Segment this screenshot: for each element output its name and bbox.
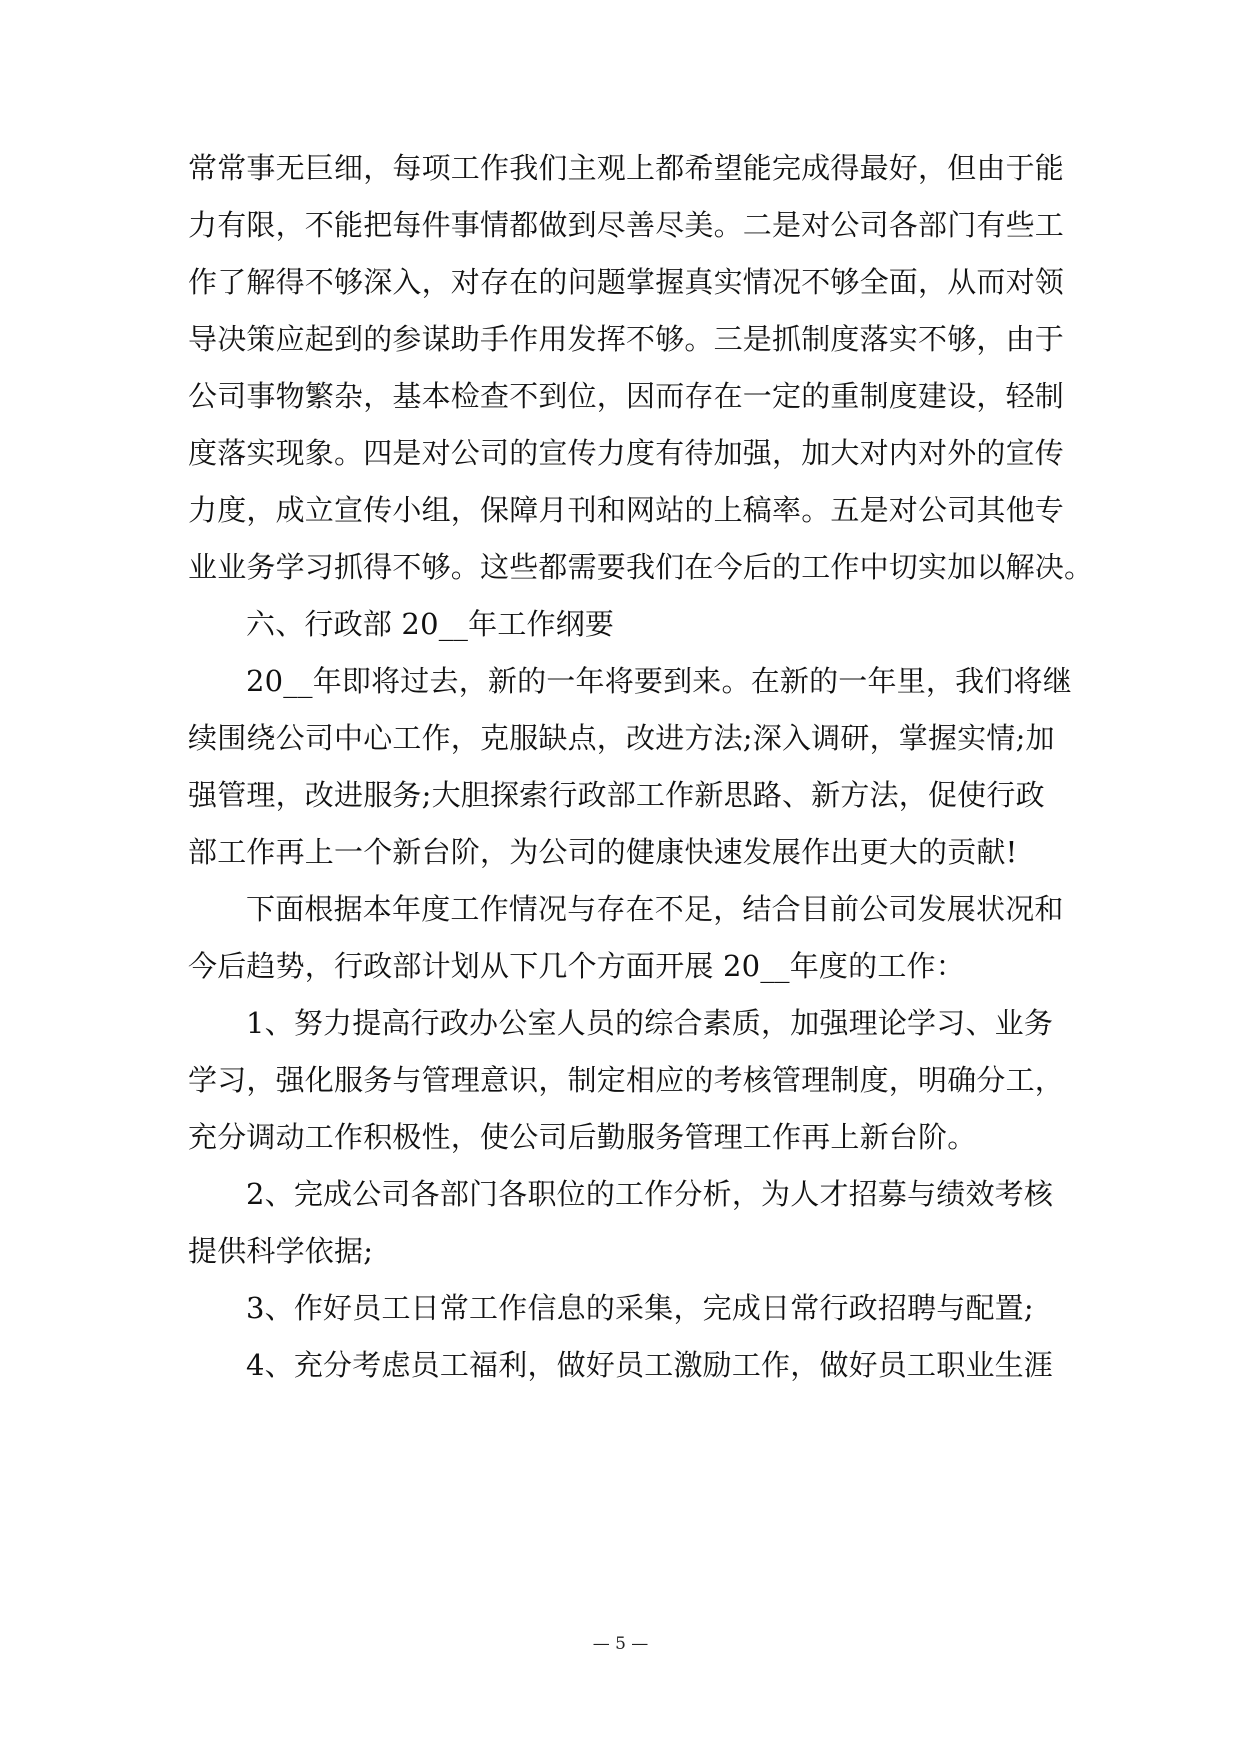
list-item-line: 2、完成公司各部门各职位的工作分析，为人才招募与绩效考核 [246, 1177, 1054, 1211]
list-item-line: 充分调动工作积极性，使公司后勤服务管理工作再上新台阶。 [188, 1120, 977, 1154]
list-item-line: 学习，强化服务与管理意识，制定相应的考核管理制度，明确分工， [188, 1063, 1065, 1097]
paragraph-line: 度落实现象。四是对公司的宣传力度有待加强，加大对内对外的宣传 [188, 436, 1065, 470]
paragraph-line: 公司事物繁杂，基本检查不到位，因而存在一定的重制度建设，轻制 [188, 379, 1065, 413]
paragraph-line: 今后趋势，行政部计划从下几个方面开展 20__年度的工作： [188, 949, 965, 983]
paragraph-line: 下面根据本年度工作情况与存在不足，结合目前公司发展状况和 [246, 892, 1064, 926]
paragraph-line: 作了解得不够深入，对存在的问题掌握真实情况不够全面，从而对领 [188, 265, 1065, 299]
list-item-line: 1、努力提高行政办公室人员的综合素质，加强理论学习、业务 [246, 1006, 1054, 1040]
paragraph-line: 部工作再上一个新台阶，为公司的健康快速发展作出更大的贡献! [188, 835, 1018, 869]
list-item-line: 提供科学依据; [188, 1234, 374, 1268]
paragraph-line: 常常事无巨细，每项工作我们主观上都希望能完成得最好，但由于能 [188, 151, 1065, 185]
paragraph-line: 力度，成立宣传小组，保障月刊和网站的上稿率。五是对公司其他专 [188, 493, 1065, 527]
section-heading: 六、行政部 20__年工作纲要 [246, 607, 615, 641]
paragraph-line: 20__年即将过去，新的一年将要到来。在新的一年里，我们将继 [246, 664, 1072, 698]
paragraph-line: 力有限，不能把每件事情都做到尽善尽美。二是对公司各部门有些工 [188, 208, 1065, 242]
paragraph-line: 强管理，改进服务;大胆探索行政部工作新思路、新方法，促使行政 [188, 778, 1045, 812]
list-item-line: 4、充分考虑员工福利，做好员工激励工作，做好员工职业生涯 [246, 1348, 1054, 1382]
paragraph-line: 业业务学习抓得不够。这些都需要我们在今后的工作中切实加以解决。 [188, 550, 1094, 584]
page-number: — 5 — [592, 1634, 649, 1654]
paragraph-line: 续围绕公司中心工作，克服缺点，改进方法;深入调研，掌握实情;加 [188, 721, 1055, 755]
paragraph-line: 导决策应起到的参谋助手作用发挥不够。三是抓制度落实不够，由于 [188, 322, 1065, 356]
list-item-line: 3、作好员工日常工作信息的采集，完成日常行政招聘与配置; [246, 1291, 1034, 1325]
